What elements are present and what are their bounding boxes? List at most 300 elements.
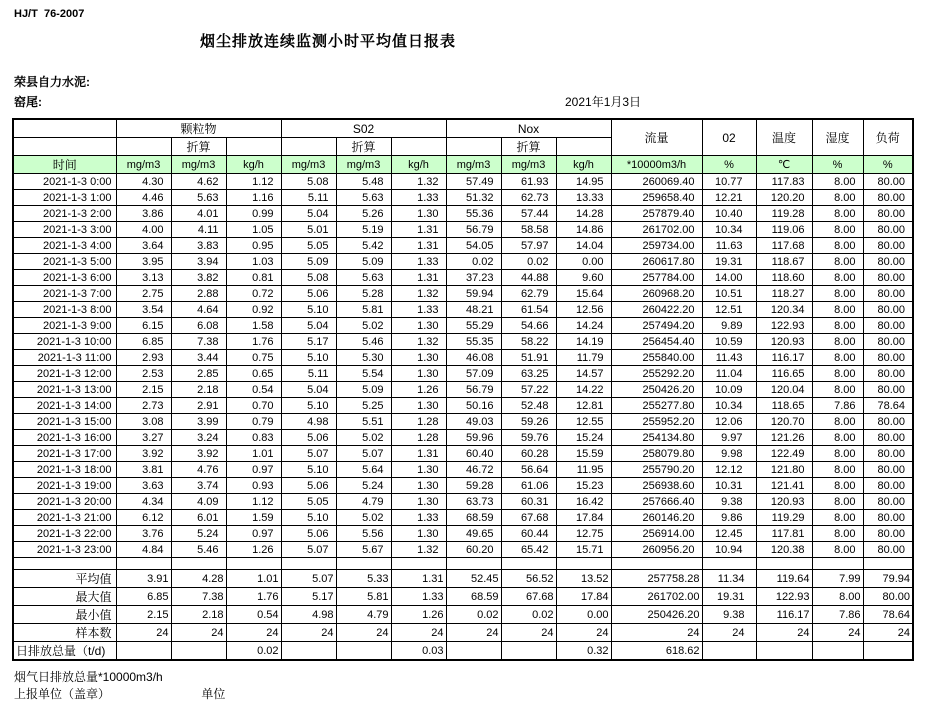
value-cell: 120.70 [756,414,812,430]
value-cell: 59.28 [446,478,501,494]
value-cell: 15.71 [556,542,611,558]
value-cell: 121.26 [756,430,812,446]
value-cell: 14.86 [556,222,611,238]
summary-value-cell [501,642,556,661]
summary-value-cell: 1.01 [226,570,281,588]
value-cell: 68.59 [446,510,501,526]
summary-value-cell: 24 [702,624,756,642]
summary-label: 日排放总量（t/d) [13,642,116,661]
value-cell: 0.75 [226,350,281,366]
converted-header: 折算 [336,138,391,156]
column-header: 温度 [756,119,812,156]
data-row [13,350,913,366]
value-cell: 1.33 [391,254,446,270]
value-cell: 59.26 [501,414,556,430]
value-cell: 80.00 [863,222,913,238]
empty-cell [702,558,756,570]
value-cell: 1.59 [226,510,281,526]
data-row [13,174,913,190]
value-cell: 80.00 [863,206,913,222]
value-cell: 50.16 [446,398,501,414]
value-cell: 37.23 [446,270,501,286]
summary-value-cell [171,642,226,661]
value-cell: 60.40 [446,446,501,462]
value-cell: 48.21 [446,302,501,318]
value-cell: 8.00 [812,526,863,542]
group-header-row [13,119,913,138]
value-cell: 5.06 [281,286,336,302]
value-cell: 55.36 [446,206,501,222]
summary-value-cell [336,642,391,661]
value-cell: 58.22 [501,334,556,350]
summary-value-cell: 1.76 [226,588,281,606]
value-cell: 78.64 [863,398,913,414]
value-cell: 80.00 [863,334,913,350]
value-cell: 17.84 [556,510,611,526]
value-cell: 120.93 [756,334,812,350]
value-cell: 65.42 [501,542,556,558]
value-cell: 63.73 [446,494,501,510]
value-cell: 4.01 [171,206,226,222]
empty-cell [556,558,611,570]
value-cell: 1.28 [391,414,446,430]
value-cell: 120.04 [756,382,812,398]
value-cell: 15.64 [556,286,611,302]
value-cell: 10.34 [702,398,756,414]
value-cell: 11.79 [556,350,611,366]
summary-value-cell: 7.38 [171,588,226,606]
summary-value-cell: 67.68 [501,588,556,606]
data-row [13,190,913,206]
summary-value-cell: 5.17 [281,588,336,606]
data-row [13,334,913,350]
value-cell: 61.93 [501,174,556,190]
value-cell: 5.02 [336,510,391,526]
value-cell: 2.91 [171,398,226,414]
value-cell: 12.51 [702,302,756,318]
summary-value-cell: 7.86 [812,606,863,624]
value-cell: 60.31 [501,494,556,510]
value-cell: 1.32 [391,334,446,350]
value-cell: 61.54 [501,302,556,318]
empty-cell [13,558,116,570]
value-cell: 8.00 [812,238,863,254]
value-cell: 250426.20 [611,382,702,398]
value-cell: 0.54 [226,382,281,398]
value-cell: 259658.40 [611,190,702,206]
data-row [13,526,913,542]
value-cell: 257879.40 [611,206,702,222]
value-cell: 80.00 [863,414,913,430]
summary-value-cell: 122.93 [756,588,812,606]
summary-value-cell: 2.18 [171,606,226,624]
value-cell: 7.38 [171,334,226,350]
value-cell: 5.08 [281,270,336,286]
summary-value-cell: 1.26 [391,606,446,624]
group-header: 颗粒物 [116,119,281,138]
value-cell: 15.59 [556,446,611,462]
unit-header: % [863,156,913,174]
value-cell: 9.60 [556,270,611,286]
value-cell: 5.51 [336,414,391,430]
value-cell: 260146.20 [611,510,702,526]
value-cell: 15.24 [556,430,611,446]
summary-row [13,624,913,642]
standard-code: HJ/T 76-2007 [14,8,85,20]
value-cell: 5.04 [281,206,336,222]
value-cell: 261702.00 [611,222,702,238]
value-cell: 3.92 [171,446,226,462]
time-cell: 2021-1-3 10:00 [13,334,116,350]
empty-cell [391,558,446,570]
data-row [13,414,913,430]
value-cell: 3.64 [116,238,171,254]
value-cell: 12.81 [556,398,611,414]
value-cell: 5.24 [336,478,391,494]
value-cell: 0.97 [226,462,281,478]
time-cell: 2021-1-3 12:00 [13,366,116,382]
value-cell: 60.20 [446,542,501,558]
value-cell: 5.02 [336,430,391,446]
summary-value-cell: 24 [756,624,812,642]
value-cell: 56.79 [446,382,501,398]
summary-value-cell: 24 [556,624,611,642]
summary-label: 样本数 [13,624,116,642]
value-cell: 255277.80 [611,398,702,414]
value-cell: 5.17 [281,334,336,350]
value-cell: 15.23 [556,478,611,494]
time-cell: 2021-1-3 21:00 [13,510,116,526]
time-cell: 2021-1-3 15:00 [13,414,116,430]
summary-value-cell: 3.91 [116,570,171,588]
value-cell: 9.97 [702,430,756,446]
value-cell: 0.92 [226,302,281,318]
value-cell: 255952.20 [611,414,702,430]
value-cell: 8.00 [812,350,863,366]
summary-value-cell: 24 [501,624,556,642]
summary-value-cell: 13.52 [556,570,611,588]
time-cell: 2021-1-3 20:00 [13,494,116,510]
summary-value-cell: 5.33 [336,570,391,588]
time-cell: 2021-1-3 9:00 [13,318,116,334]
unit-header: kg/h [226,156,281,174]
value-cell: 12.56 [556,302,611,318]
value-cell: 4.11 [171,222,226,238]
value-cell: 8.00 [812,270,863,286]
value-cell: 8.00 [812,334,863,350]
data-row [13,382,913,398]
summary-value-cell: 7.99 [812,570,863,588]
value-cell: 8.00 [812,414,863,430]
summary-value-cell [281,642,336,661]
empty-cell [226,558,281,570]
value-cell: 1.31 [391,222,446,238]
value-cell: 5.81 [336,302,391,318]
value-cell: 5.10 [281,462,336,478]
value-cell: 120.20 [756,190,812,206]
value-cell: 5.02 [336,318,391,334]
value-cell: 122.93 [756,318,812,334]
value-cell: 118.65 [756,398,812,414]
value-cell: 80.00 [863,510,913,526]
value-cell: 1.31 [391,238,446,254]
value-cell: 255840.00 [611,350,702,366]
value-cell: 80.00 [863,174,913,190]
value-cell: 0.00 [556,254,611,270]
value-cell: 1.31 [391,446,446,462]
value-cell: 3.92 [116,446,171,462]
value-cell: 5.11 [281,366,336,382]
emissions-table [12,118,914,661]
value-cell: 5.63 [336,270,391,286]
value-cell: 119.06 [756,222,812,238]
value-cell: 55.35 [446,334,501,350]
value-cell: 3.82 [171,270,226,286]
value-cell: 12.45 [702,526,756,542]
value-cell: 5.24 [171,526,226,542]
summary-value-cell: 79.94 [863,570,913,588]
value-cell: 57.49 [446,174,501,190]
value-cell: 80.00 [863,350,913,366]
data-row [13,494,913,510]
value-cell: 57.09 [446,366,501,382]
value-cell: 0.02 [501,254,556,270]
summary-value-cell: 0.03 [391,642,446,661]
value-cell: 257784.00 [611,270,702,286]
value-cell: 10.40 [702,206,756,222]
data-row [13,398,913,414]
empty-cell [336,558,391,570]
value-cell: 1.30 [391,526,446,542]
value-cell: 80.00 [863,238,913,254]
unit-header: kg/h [391,156,446,174]
value-cell: 260069.40 [611,174,702,190]
value-cell: 5.28 [336,286,391,302]
time-cell: 2021-1-3 19:00 [13,478,116,494]
value-cell: 57.97 [501,238,556,254]
unit-header: mg/m3 [336,156,391,174]
unit-header: % [702,156,756,174]
summary-value-cell: 0.32 [556,642,611,661]
value-cell: 8.00 [812,478,863,494]
converted-header: 折算 [501,138,556,156]
summary-value-cell: 24 [812,624,863,642]
value-cell: 0.93 [226,478,281,494]
value-cell: 5.04 [281,382,336,398]
empty-cell [446,138,501,156]
value-cell: 5.30 [336,350,391,366]
summary-value-cell: 2.15 [116,606,171,624]
time-cell: 2021-1-3 7:00 [13,286,116,302]
converted-header: 折算 [171,138,226,156]
value-cell: 254134.80 [611,430,702,446]
value-cell: 5.46 [171,542,226,558]
value-cell: 1.30 [391,462,446,478]
value-cell: 80.00 [863,366,913,382]
value-cell: 260422.20 [611,302,702,318]
value-cell: 5.10 [281,350,336,366]
empty-cell [556,138,611,156]
summary-value-cell: 80.00 [863,588,913,606]
unit-header: ℃ [756,156,812,174]
summary-value-cell: 4.79 [336,606,391,624]
empty-cell [226,138,281,156]
value-cell: 55.29 [446,318,501,334]
value-cell: 80.00 [863,302,913,318]
value-cell: 3.54 [116,302,171,318]
value-cell: 5.25 [336,398,391,414]
value-cell: 5.63 [171,190,226,206]
value-cell: 19.31 [702,254,756,270]
empty-cell [391,138,446,156]
company-name: 荣县自力水泥: [14,75,90,89]
value-cell: 2.73 [116,398,171,414]
value-cell: 80.00 [863,286,913,302]
value-cell: 5.10 [281,398,336,414]
empty-cell [171,558,226,570]
summary-value-cell: 5.81 [336,588,391,606]
summary-value-cell: 5.07 [281,570,336,588]
data-row [13,238,913,254]
table-body [13,174,913,661]
value-cell: 1.58 [226,318,281,334]
data-row [13,318,913,334]
summary-value-cell: 0.02 [226,642,281,661]
value-cell: 1.33 [391,190,446,206]
value-cell: 8.00 [812,302,863,318]
value-cell: 0.65 [226,366,281,382]
value-cell: 9.89 [702,318,756,334]
value-cell: 4.64 [171,302,226,318]
value-cell: 1.30 [391,366,446,382]
value-cell: 260956.20 [611,542,702,558]
value-cell: 1.32 [391,286,446,302]
value-cell: 59.96 [446,430,501,446]
value-cell: 6.85 [116,334,171,350]
value-cell: 46.08 [446,350,501,366]
summary-value-cell: 78.64 [863,606,913,624]
summary-value-cell [702,642,756,661]
value-cell: 3.24 [171,430,226,446]
value-cell: 1.30 [391,350,446,366]
value-cell: 117.68 [756,238,812,254]
value-cell: 117.81 [756,526,812,542]
value-cell: 5.06 [281,478,336,494]
value-cell: 5.06 [281,526,336,542]
value-cell: 8.00 [812,542,863,558]
value-cell: 10.31 [702,478,756,494]
value-cell: 13.33 [556,190,611,206]
summary-row [13,606,913,624]
value-cell: 80.00 [863,462,913,478]
value-cell: 2.88 [171,286,226,302]
value-cell: 5.09 [336,254,391,270]
value-cell: 0.02 [446,254,501,270]
value-cell: 4.46 [116,190,171,206]
value-cell: 5.09 [281,254,336,270]
value-cell: 3.83 [171,238,226,254]
value-cell: 80.00 [863,270,913,286]
value-cell: 12.06 [702,414,756,430]
data-row [13,302,913,318]
value-cell: 5.06 [281,430,336,446]
summary-value-cell: 52.45 [446,570,501,588]
value-cell: 5.01 [281,222,336,238]
value-cell: 51.91 [501,350,556,366]
value-cell: 0.99 [226,206,281,222]
summary-value-cell [812,642,863,661]
time-cell: 2021-1-3 6:00 [13,270,116,286]
report-unit-line [14,686,929,703]
summary-value-cell [446,642,501,661]
unit-header: kg/h [556,156,611,174]
value-cell: 12.12 [702,462,756,478]
value-cell: 119.29 [756,510,812,526]
data-row [13,542,913,558]
time-cell: 2021-1-3 3:00 [13,222,116,238]
time-cell: 2021-1-3 4:00 [13,238,116,254]
summary-value-cell: 24 [391,624,446,642]
value-cell: 5.19 [336,222,391,238]
value-cell: 5.08 [281,174,336,190]
value-cell: 11.95 [556,462,611,478]
value-cell: 1.01 [226,446,281,462]
summary-value-cell: 11.34 [702,570,756,588]
value-cell: 2.75 [116,286,171,302]
summary-value-cell: 24 [336,624,391,642]
summary-value-cell: 24 [226,624,281,642]
summary-value-cell: 4.28 [171,570,226,588]
value-cell: 5.10 [281,302,336,318]
value-cell: 62.73 [501,190,556,206]
value-cell: 257494.20 [611,318,702,334]
value-cell: 5.09 [336,382,391,398]
summary-value-cell: 19.31 [702,588,756,606]
value-cell: 5.04 [281,318,336,334]
unit-header: *10000m3/h [611,156,702,174]
value-cell: 259734.00 [611,238,702,254]
value-cell: 260968.20 [611,286,702,302]
value-cell: 1.31 [391,270,446,286]
value-cell: 60.44 [501,526,556,542]
summary-value-cell: 9.38 [702,606,756,624]
value-cell: 2.18 [171,382,226,398]
value-cell: 80.00 [863,190,913,206]
summary-row [13,588,913,606]
value-cell: 80.00 [863,542,913,558]
page-title: 烟尘排放连续监测小时平均值日报表 [200,33,457,50]
value-cell: 8.00 [812,190,863,206]
summary-value-cell [756,642,812,661]
value-cell: 4.98 [281,414,336,430]
summary-value-cell: 68.59 [446,588,501,606]
value-cell: 1.30 [391,478,446,494]
value-cell: 10.51 [702,286,756,302]
data-row [13,206,913,222]
value-cell: 118.27 [756,286,812,302]
summary-label: 最大值 [13,588,116,606]
value-cell: 3.81 [116,462,171,478]
value-cell: 1.33 [391,510,446,526]
value-cell: 8.00 [812,206,863,222]
column-header: 湿度 [812,119,863,156]
value-cell: 1.33 [391,302,446,318]
value-cell: 1.76 [226,334,281,350]
value-cell: 120.38 [756,542,812,558]
summary-value-cell: 4.98 [281,606,336,624]
value-cell: 3.95 [116,254,171,270]
value-cell: 5.48 [336,174,391,190]
